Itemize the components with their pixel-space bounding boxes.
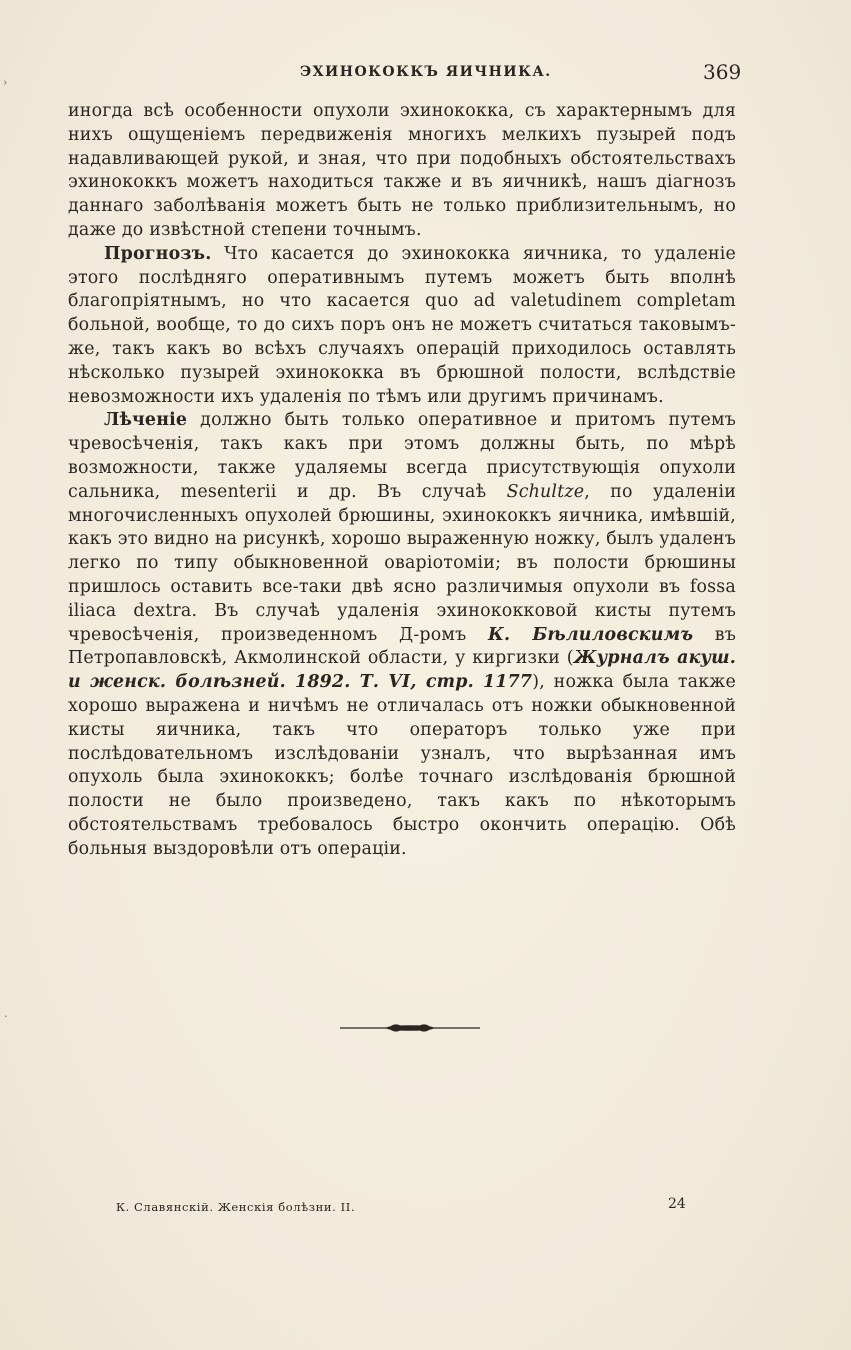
treatment-heading: Лѣченіе	[104, 410, 188, 431]
paragraph-1	[68, 100, 736, 243]
prognosis-heading: Прогнозъ.	[104, 243, 212, 264]
sheet-number: 24	[668, 1196, 686, 1212]
author-schultze: Schultze	[506, 481, 585, 502]
running-title: ЭХИНОКОККЪ ЯИЧНИКА.	[300, 64, 552, 80]
prognosis-text: Что касается до эхинококка яичника, то удаленіе этого послѣдняго оперативнымъ путемъ можетъ быть вполнѣ благопріятнымъ, но что касается quo ad valetudinem completam больной, вообще, то до сихъ поръ онъ не можетъ считаться таковымъ-же, такъ какъ во всѣхъ случаяхъ операцій приходилось оставлять нѣсколько пузырей эхинококка въ брюшной полости, вслѣдствіе невозможности ихъ удаленія по тѣмъ или другимъ причинамъ.	[68, 243, 736, 407]
treatment-text-d: ), ножка была также хорошо выражена и ничѣмъ не отличалась отъ ножки обыкновенной кисты яичника, такъ что операторъ только уже при послѣдовательномъ изслѣдованіи узналъ, что вырѣзанная имъ опухоль была эхинококкъ; болѣе точнаго изслѣдованія брюшной полости не было произведено, такъ какъ по нѣкоторымъ обстоятельствамъ требовалось быстро окончить операцію. Обѣ больныя выздоровѣли отъ операціи.	[68, 672, 737, 859]
page-number: 369	[703, 60, 742, 84]
treatment-text-c: въ Петропавловскѣ, Акмолинской области, у киргизки (	[68, 624, 736, 669]
author-belilovsky: К. Бѣлиловскимъ	[487, 624, 694, 645]
paragraph-1-text: иногда всѣ особенности опухоли эхинококка, съ характернымъ для нихъ ощущеніемъ передвиженія многихъ мелкихъ пузырей подъ надавливающей рукой, и зная, что при подобныхъ обстоятельствахъ эхинококкъ можетъ находиться также и въ яичникѣ, нашъ діагнозъ даннаго заболѣванія можетъ быть не только приблизительнымъ, но даже до извѣстной степени точнымъ.	[68, 101, 736, 240]
treatment-text-b: , по удаленіи многочисленныхъ опухолей брюшины, эхинококкъ яичника, имѣвшій, какъ это видно на рисункѣ, хорошо выраженную ножку, былъ удаленъ легко по типу обыкновенной оваріотоміи; въ полости брюшины пришлось оставить все-таки двѣ ясно различимыя опухоли въ fossa iliaca dextra. Въ случаѣ удаленія эхинококковой кисты путемъ чревосѣченія, произведенномъ Д-ромъ	[68, 481, 736, 645]
treatment-text-a: должно быть только оперативное и притомъ путемъ чревосѣченія, такъ какъ при этомъ должны быть, по мѣрѣ возможности, также удаляемы всегда присутствующія опухоли сальника, mesenterii и др. Въ случаѣ	[68, 410, 736, 502]
paragraph-treatment	[68, 409, 736, 861]
body-text	[68, 100, 736, 862]
margin-mark: ›	[3, 76, 8, 89]
margin-mark: ·	[4, 1010, 8, 1023]
journal-citation: Журналъ акуш. и женск. болѣзней. 1892. Т. VI, стр. 1177	[68, 648, 736, 693]
paragraph-prognosis	[68, 243, 736, 410]
printer-signature: К. Славянскій. Женскія болѣзни. II.	[116, 1200, 356, 1214]
running-head	[0, 60, 851, 84]
section-divider-ornament	[340, 1022, 480, 1034]
